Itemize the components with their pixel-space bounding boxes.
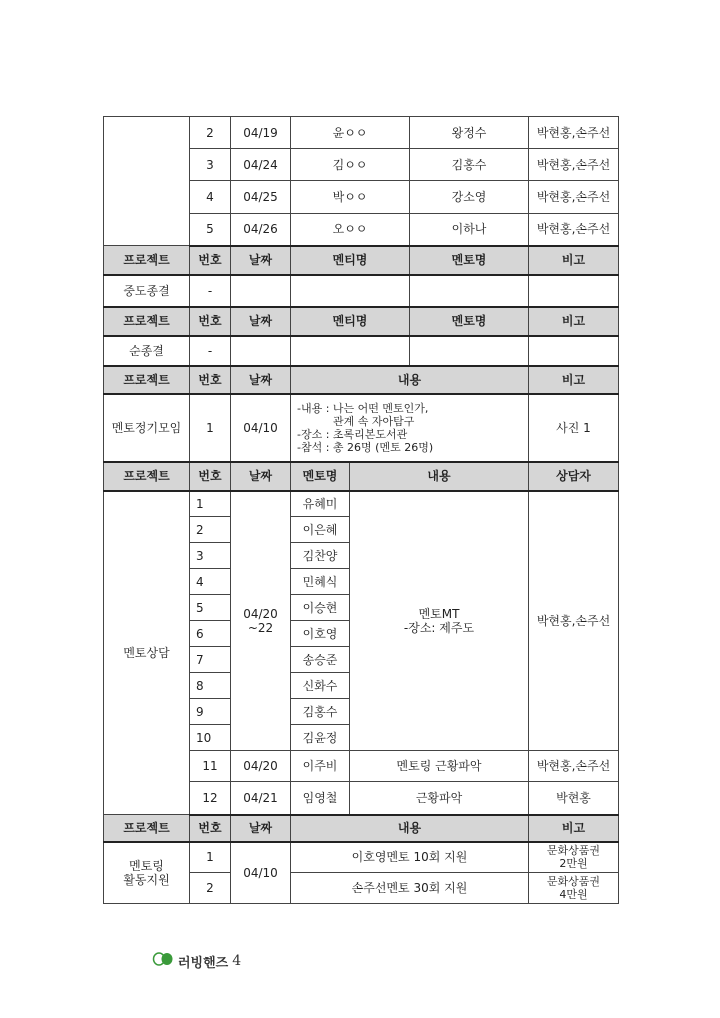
cell-no: 12: [190, 782, 231, 815]
cell-mentor: 이은혜: [291, 517, 350, 543]
page-number: 4: [232, 953, 242, 969]
header-project: 프로젝트: [104, 462, 190, 491]
cell-mentor: 이주비: [291, 751, 350, 782]
cell-no: 11: [190, 751, 231, 782]
header-date: 날짜: [231, 307, 291, 336]
cell-mentor: [410, 336, 529, 366]
cell-mentee: 김ㅇㅇ: [291, 149, 410, 181]
header-date: 날짜: [231, 815, 291, 842]
cell-project: 중도종결: [104, 275, 190, 307]
cell-no: 2: [190, 117, 231, 149]
cell-project: [104, 842, 190, 904]
content-line: -내용 : 나는 어떤 멘토인가,: [297, 401, 429, 415]
content-line: 관계 속 자아탐구: [333, 414, 415, 428]
cell-no: 1: [190, 842, 231, 873]
cell-note: [529, 275, 619, 307]
header-mentor: 멘토명: [410, 246, 529, 275]
cell-project: 멘토정기모임: [104, 394, 190, 462]
cell-content: 이호영멘토 10회 지원: [291, 842, 529, 873]
header-row: [104, 307, 619, 336]
cell-mentor: 송승준: [291, 647, 350, 673]
table-row: [104, 117, 619, 149]
cell-no: 4: [190, 569, 231, 595]
cell-no: 1: [190, 491, 231, 517]
header-content: 내용: [291, 815, 529, 842]
cell-mentor: 김찬양: [291, 543, 350, 569]
header-no: 번호: [190, 246, 231, 275]
cell-project: 순종결: [104, 336, 190, 366]
cell-mentee: [291, 275, 410, 307]
header-project: 프로젝트: [104, 307, 190, 336]
cell-mentor: 김윤정: [291, 725, 350, 751]
table-row: [104, 842, 619, 873]
cell-project: 멘토상담: [104, 491, 190, 815]
cell-content: 근황파악: [350, 782, 529, 815]
header-project: 프로젝트: [104, 815, 190, 842]
content-place: -장소: 제주도: [403, 620, 475, 635]
cell-date: 04/26: [231, 214, 291, 246]
cell-note: 박현홍,손주선: [529, 117, 619, 149]
cell-no: -: [190, 275, 231, 307]
cell-mentor: 강소영: [410, 181, 529, 214]
cell-content: 멘토링 근황파악: [350, 751, 529, 782]
cell-no: 7: [190, 647, 231, 673]
header-mentee: 멘티명: [291, 246, 410, 275]
cell-no: 3: [190, 149, 231, 181]
header-mentee: 멘티명: [291, 307, 410, 336]
cell-note: [529, 336, 619, 366]
cell-no: 5: [190, 595, 231, 621]
header-mentor: 멘토명: [291, 462, 350, 491]
cell-note: 박현홍,손주선: [529, 181, 619, 214]
header-content: 내용: [350, 462, 529, 491]
lovinghands-logo-icon: [152, 950, 174, 972]
project-line: 멘토링: [129, 858, 164, 873]
cell-counselor: 박현홍,손주선: [529, 491, 619, 751]
cell-no: 8: [190, 673, 231, 699]
cell-no: 3: [190, 543, 231, 569]
cell-mentor: 이하나: [410, 214, 529, 246]
cell-mentor: 이승현: [291, 595, 350, 621]
note-line: 4만원: [559, 888, 588, 901]
table-row: [104, 275, 619, 307]
header-row: [104, 815, 619, 842]
header-no: 번호: [190, 307, 231, 336]
cell-no: -: [190, 336, 231, 366]
cell-mentor: 김홍수: [410, 149, 529, 181]
cell-mentee: 윤ㅇㅇ: [291, 117, 410, 149]
cell-date: 04/20 ~22: [231, 491, 291, 751]
cell-mentor: 임영철: [291, 782, 350, 815]
cell-date: [231, 275, 291, 307]
header-project: 프로젝트: [104, 366, 190, 394]
cell-date: 04/25: [231, 181, 291, 214]
cell-no: 1: [190, 394, 231, 462]
note-line: 2만원: [559, 857, 588, 871]
header-row: [104, 246, 619, 275]
header-note: 비고: [529, 246, 619, 275]
note-line: 문화상품권: [546, 844, 601, 858]
cell-mentee: 박ㅇㅇ: [291, 181, 410, 214]
header-project: 프로젝트: [104, 246, 190, 275]
cell-mentor: 유혜미: [291, 491, 350, 517]
table-row: [104, 336, 619, 366]
cell-note: [529, 842, 619, 873]
table-row: [104, 394, 619, 462]
cell-mentor: 이호영: [291, 621, 350, 647]
cell-date: 04/10: [231, 842, 291, 904]
cell-counselor: 박현홍: [529, 782, 619, 815]
cell-date: 04/19: [231, 117, 291, 149]
header-mentor: 멘토명: [410, 307, 529, 336]
content-line: -장소 : 초록리본도서관: [297, 427, 408, 441]
page-footer: [152, 950, 241, 972]
header-row: [104, 366, 619, 394]
cell-note: 사진 1: [529, 394, 619, 462]
cell-mentor: 김홍수: [291, 699, 350, 725]
header-no: 번호: [190, 815, 231, 842]
header-content: 내용: [291, 366, 529, 394]
cell-content: 손주선멘토 30회 지원: [291, 873, 529, 904]
cell-mentor: [410, 275, 529, 307]
cell-content: [291, 394, 529, 462]
cell-date: 04/21: [231, 782, 291, 815]
cell-counselor: 박현홍,손주선: [529, 751, 619, 782]
cell-no: 5: [190, 214, 231, 246]
content-line: -참석 : 총 26명 (멘토 26명): [297, 440, 434, 454]
cell-mentor: 왕정수: [410, 117, 529, 149]
cell-date: 04/10: [231, 394, 291, 462]
report-page: [103, 116, 618, 904]
content-title: 멘토MT: [418, 606, 460, 621]
table-row: [104, 491, 619, 517]
header-note: 비고: [529, 815, 619, 842]
header-note: 비고: [529, 307, 619, 336]
header-date: 날짜: [231, 246, 291, 275]
cell-note: 박현홍,손주선: [529, 149, 619, 181]
cell-mentee: 오ㅇㅇ: [291, 214, 410, 246]
cell-note: 박현홍,손주선: [529, 214, 619, 246]
cell-date: [231, 336, 291, 366]
header-counselor: 상담자: [529, 462, 619, 491]
cell-date: 04/24: [231, 149, 291, 181]
cell-no: 2: [190, 873, 231, 904]
note-line: 문화상품권: [546, 875, 601, 888]
cell-mentor: 민혜식: [291, 569, 350, 595]
brand-name: 러빙핸즈: [178, 955, 229, 971]
cell-no: 9: [190, 699, 231, 725]
cell-content: [350, 491, 529, 751]
cell-mentor: 신화수: [291, 673, 350, 699]
header-date: 날짜: [231, 366, 291, 394]
header-row: [104, 462, 619, 491]
cell-no: 4: [190, 181, 231, 214]
header-no: 번호: [190, 462, 231, 491]
cell-no: 6: [190, 621, 231, 647]
cell-no: 2: [190, 517, 231, 543]
cell-no: 10: [190, 725, 231, 751]
project-line: 활동지원: [123, 872, 170, 887]
report-table: [103, 116, 619, 904]
cell-mentee: [291, 336, 410, 366]
header-date: 날짜: [231, 462, 291, 491]
cell-date: 04/20: [231, 751, 291, 782]
project-cell-blank: [104, 117, 190, 246]
header-no: 번호: [190, 366, 231, 394]
cell-note: [529, 873, 619, 904]
header-note: 비고: [529, 366, 619, 394]
